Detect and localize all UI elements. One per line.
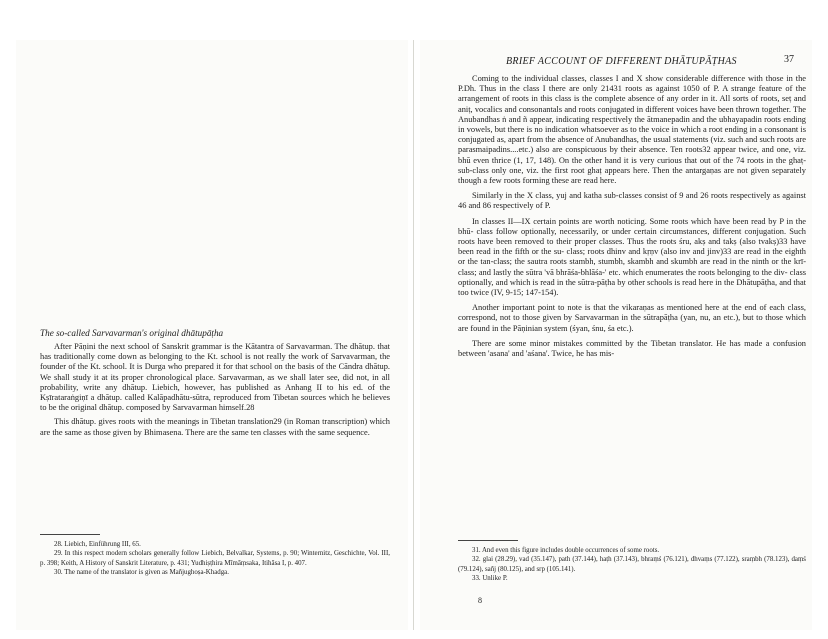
left-page <box>16 40 408 630</box>
right-footnotes <box>458 546 806 584</box>
footnote-rule <box>40 534 100 535</box>
paragraph: In classes II—IX certain points are worth noticing. Some roots which have been read by P in the bhū- class follow optionally, necessarily, or under certain circumstances, different conjugation. Such roots have been removed to their proper classes. Thus the roots śru, akṣ and takṣ (also tvakṣ)33 have been read in the fifth or the su- class; roots dhinv and kṛṇv (also inv and jinv)33 are read in the eighth or the tan-class; the sautra roots stambh, stumbh, skambh and skumbh are read in the ninth or the krī-class; and lastly the sūtra 'vā bhrāśa-bhlāśa-' etc. which enumerates the roots belonging to the div- class optionally, and which is read in the sūtra-pāṭha by other schools is read here in the Dhātupāṭha, and that too twice (IV, 9-15; 147-154). <box>458 216 806 298</box>
left-body-text <box>40 342 390 442</box>
right-page <box>420 40 812 630</box>
footnote-rule <box>458 540 518 541</box>
page-gutter <box>413 40 414 630</box>
paragraph: After Pāṇini the next school of Sanskrit grammar is the Kātantra of Sarvavarman. The dhātup. that has traditionally come down as belonging to the Kt. school is not really the work of Sarvavarman, the founder of the Kt. school. It is Durga who prepared it for that school on the basis of the Cāndra dhātup. We shall study it at its proper chronological place. Sarvavarman, as we shall later see, did not, in all probability, write any dhātup. Liebich, however, has published as Anhang II to his ed. of the Kṣīrataraṅgiṇī a dhātup. called Kalāpadhātu-sūtra, reproduced from Tibetan sources which he believes to be the original dhātup. composed by Sarvavarman himself.28 <box>40 342 390 413</box>
running-head: BRIEF ACCOUNT OF DIFFERENT DHĀTUPĀṬHAS <box>506 56 737 67</box>
footnote: 33. Unlike P. <box>472 575 508 583</box>
paragraph: Another important point to note is that the vikaraṇas as mentioned here at the end of each class, correspond, not to those given by Sarvavarman in the sūtrapāṭha (yan, nu, an etc.), but to those which are found in the Pāṇinian system (śyan, śnu, śa etc.). <box>458 303 806 333</box>
paragraph: Coming to the individual classes, classes I and X show considerable difference with those in the P.Dh. Thus in the class I there are only 21431 roots as against 1050 of P. A strange feature of the arrangement of roots in this class is the complete absence of any order in it. All sorts of roots, seṭ and aniṭ, vocalics and consonantals and roots conjugated in different voices have been thrown together. The Anubandhas ṅ and ñ appear, indicating respectively the ātmanepadin and the ubhayapadin roots ending in vowels, but there is no indication whatsoever as to the voice in which a root ending in a consonant is conjugated as, apart from the absence of Anubandhas, the usual statements (viz. such and such roots are parasmaipadins....etc.) also are conspicuous by their absence. Ten roots32 appear twice, and one, viz. bhū even thrice (1, 17, 148). On the other hand it is very curious that out of the 74 roots in the ghaṭ- sub-class only one, viz. the first root ghaṭ appears here. Then the antargaṇas are not given separately though a few roots forming these are read here. <box>458 74 806 186</box>
paragraph: This dhātup. gives roots with the meanings in Tibetan translation29 (in Roman transcription) which are the same as those given by Bhimasena. There are the same ten classes with the same sequence. <box>40 417 390 437</box>
paragraph: There are some minor mistakes committed by the Tibetan translator. He has made a confusion between 'asana' and 'aśana'. Twice, he has mis- <box>458 338 806 359</box>
footnote: 29. In this respect modern scholars generally follow Liebich, Belvalkar, Systems, p. 90; Winternitz, Geschichte, Vol. III, p. 398; Keith, A History of Sanskrit Literature, p. 431; Yudhiṣṭhira Mīmāṃsaka, Itihāsa I, p. 407. <box>40 550 390 567</box>
paragraph: Similarly in the X class, yuj and katha sub-classes consist of 9 and 26 roots respectively as against 46 and 86 respectively of P. <box>458 191 806 211</box>
section-heading: The so-called Sarvavarman's original dhātupāṭha <box>40 328 224 338</box>
right-body-text <box>458 74 806 364</box>
footnote: 28. Liebich, Einführung III, 65. <box>54 541 141 548</box>
footnote: 31. And even this figure includes double occurrences of some roots. <box>472 547 660 554</box>
page-number: 37 <box>784 54 794 65</box>
footnote: 32. glai (28.29), vad (35.147), path (37.144), haṭh (37.143), bhraṃś (76.121), dhvaṃs (77.122), sraṃbh (78.123), daṃś (79.124), sañj (80.125), and srp (105.141). <box>458 556 806 573</box>
footnote: 30. The name of the translator is given as Mañjughoṣa-Khadga. <box>54 569 229 577</box>
left-footnotes <box>40 540 390 578</box>
folio-mark: 8 <box>478 596 482 605</box>
